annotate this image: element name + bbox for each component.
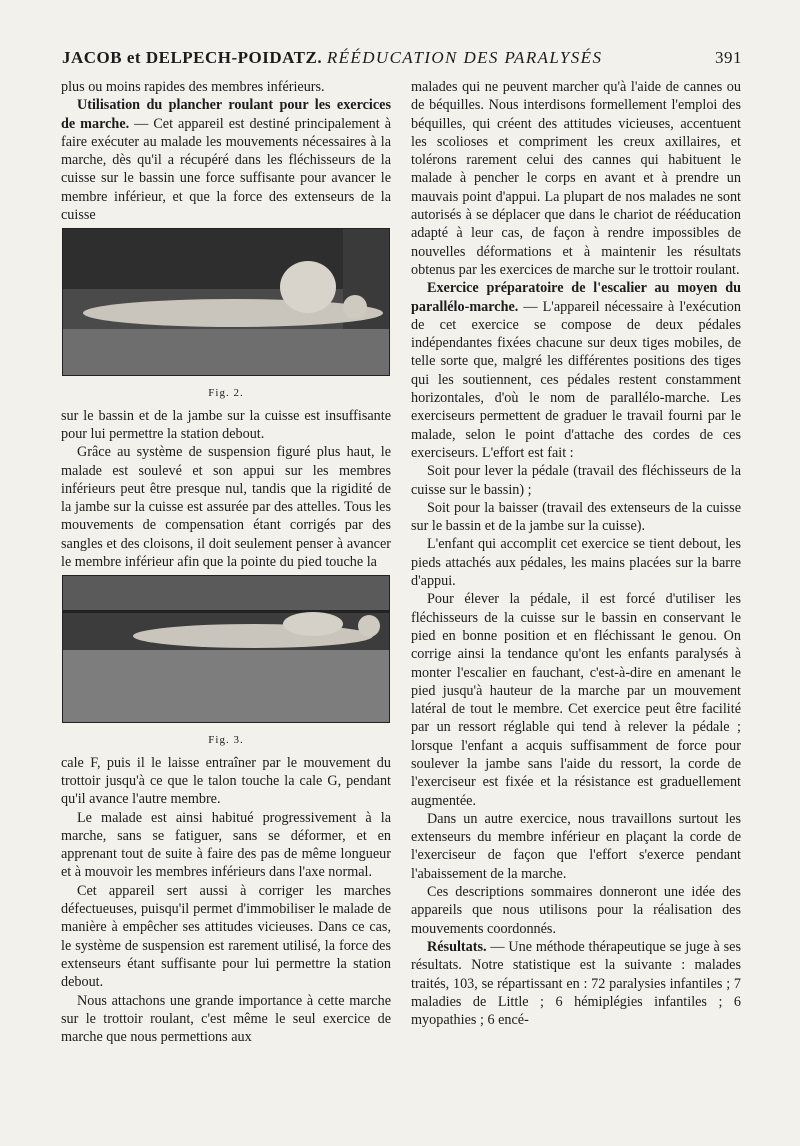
paragraph: Grâce au système de suspension figuré plus haut, le malade est soulevé et son appui sur les membres inférieurs peut être presque nul, tandis que la rigidité de la jambe sur la cuisse est assurée par des attelles. Tous les mouvements de compensation étant corrigés par des sangles et des cloisons, il doit seulement penser à avancer le membre inférieur afin que la pointe du pied touche la: [61, 444, 391, 571]
paragraph: malades qui ne peuvent marcher qu'à l'aide de cannes ou de béquilles. Nous interdisons formellement l'emploi des béquilles, qui créent des attitudes vicieuses, accentuent les scolioses et compriment les creux axillaires, et tolérons rarement celui des cannes qui habituent le malade à pencher le corps en avant et à prendre un mauvais point d'appui. La plupart de nos malades ne sont autorisés à se déplacer que dans le chariot de rééducation adapté à leur cas, de façon à rendre impossibles de nouvelles déformations et à maintenir les résultats obtenus par les exercices de marche sur le trottoir roulant.: [411, 79, 741, 278]
paragraph: Soit pour la baisser (travail des extenseurs de la cuisse sur le bassin et de la jambe sur la cuisse).: [411, 499, 741, 535]
figure-3-photo: [62, 575, 390, 723]
paragraph: Cet appareil sert aussi à corriger les marches défectueuses, puisqu'il permet d'immobiliser le malade de manière à empêcher ses attitudes vicieuses. Dans ce cas, le système de suspension est rarement utilisé, la force des extenseurs étant suffisante pour lui permettre la station debout.: [61, 882, 391, 991]
paragraph: Le malade est ainsi habitué progressivement à la marche, sans se fatiguer, sans se déformer, et en apprenant tout de suite à faire des pas de même longueur et à mouvoir les membres inférieurs dans l'axe normal.: [61, 809, 391, 881]
paragraph: Nous attachons une grande importance à cette marche sur le trottoir roulant, c'est même le seul exercice de marche que nous permettions aux: [61, 992, 391, 1046]
section-heading: Résultats.: [427, 938, 487, 955]
figure-3-caption: Fig. 3.: [208, 734, 244, 747]
running-header: [62, 48, 742, 74]
left-column: [61, 78, 391, 1046]
header-authors: JACOB et DELPECH-POIDATZ.: [62, 48, 323, 67]
right-column: [411, 78, 741, 1029]
paragraph-text: — L'appareil nécessaire à l'exécution de cet exercice se compose de deux pédales indépendantes fixées chacune sur deux tiges mobiles, de telle sorte que, malgré les différentes positions des tiges qui les soutiennent, ces pédales restent constamment horizontales, d'où le nom de parallélo-marche. Les exerciseurs permettent de graduer le travail fourni par le malade, selon le point d'attache des cordes de ces exerciseurs. L'effort est fait :: [411, 298, 741, 461]
paragraph: Ces descriptions sommaires donneront une idée des appareils que nous utilisons pour la réalisation des mouvements coordonnés.: [411, 884, 741, 937]
section-heading: Utilisation du plancher roulant pour les exercices de marche.: [61, 97, 391, 132]
figure-2: [62, 228, 390, 406]
paragraph-text: — Une méthode thérapeutique se juge à ses résultats. Notre statistique est la suivante : malades traités, 103, se répartissant en : 72 paralysies infantiles ; 7 maladies de Little ; 6 hémiplégies infantiles ; 6 myopathies ; 6 encé-: [411, 938, 741, 1029]
paragraph-text: — Cet appareil est destiné principalement à faire exécuter au malade les mouvements nécessaires à la marche, dès qu'il a récupéré dans les fléchisseurs de la cuisse sur le bassin une force suffisante pour avancer le membre inférieur, et que la force des extenseurs de la cuisse: [61, 115, 391, 224]
paragraph: cale F, puis il le laisse entraîner par le mouvement du trottoir jusqu'à ce que le talon touche la cale G, pendant qu'il avance l'autre membre.: [61, 754, 391, 808]
figure-2-image: [63, 229, 389, 375]
paragraph: [411, 938, 741, 1029]
paragraph: Pour élever la pédale, il est forcé d'utiliser les fléchisseurs de la cuisse sur le bassin en conservant le pied en bonne position et en fléchissant le genou. On corrige ainsi la tendance qu'ont les enfants paralysés à monter l'escalier en fauchant, c'est-à-dire en amenant le pied jusqu'à hauteur de la marche par un mouvement latéral de tout le membre. Cet exercice peut être facilité par un ressort réglable qui tend à relever la pédale ; lorsque l'enfant a acquis suffisamment de force pour soulever la jambe sans l'aide du ressort, la corde de l'exerciseur est fixée et la résistance est graduellement augmentée.: [411, 591, 741, 809]
figure-3: [62, 575, 390, 753]
figure-2-photo: [62, 228, 390, 376]
page-number: 391: [715, 48, 742, 67]
paragraph: sur le bassin et de la jambe sur la cuisse est insuffisante pour lui permettre la station debout.: [61, 407, 391, 442]
figure-2-caption: Fig. 2.: [208, 387, 244, 400]
paragraph: Soit pour lever la pédale (travail des fléchisseurs de la cuisse sur le bassin) ;: [411, 463, 741, 498]
paragraph: plus ou moins rapides des membres inférieurs.: [61, 79, 325, 95]
paragraph: Dans un autre exercice, nous travaillons surtout les extenseurs du membre inférieur en plaçant la corde de l'exerciseur de façon que l'effort s'exerce pendant l'abaissement de la marche.: [411, 810, 741, 882]
paragraph: [411, 279, 741, 462]
paragraph: [61, 96, 391, 224]
paragraph: L'enfant qui accomplit cet exercice se tient debout, les pieds attachés aux pédales, les mains placées sur la barre d'appui.: [411, 536, 741, 590]
header-title: RÉÉDUCATION DES PARALYSÉS: [326, 48, 603, 67]
section-heading: Exercice préparatoire de l'escalier au moyen du parallélo-marche.: [411, 280, 741, 315]
figure-3-image: [63, 576, 389, 722]
